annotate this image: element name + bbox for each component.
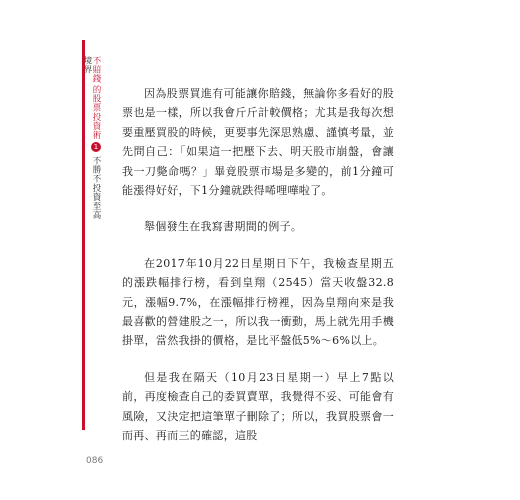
body-text <box>122 84 394 462</box>
chapter-sidebar <box>83 56 101 226</box>
page-number: 086 <box>86 456 104 466</box>
paragraph-3: 在2017年10月22日星期日下午，我檢查星期五的漲跌幅排行榜，看到皇翔（2545）當天收盤32.8元，漲幅9.7%，在漲幅排行榜裡，因為皇翔向來是我最喜歡的營建股之一，所以我一衝動，馬上就先用手機掛單，當然我掛的價格，是比平盤低5%～6%以上。 <box>122 256 394 348</box>
paragraph-1: 因為股票買進有可能讓你賠錢，無論你多看好的股票也是一樣，所以我會斤斤計較價格；尤其是我每次想要重壓買股的時候，更要事先深思熟慮、謹慎考量，並先問自己：「如果這一把壓下去、明天股市崩盤，會讓我一刀斃命嗎？」畢竟股票市場是多變的，前1分鐘可能漲得好好，下1分鐘就跌得唏哩嘩啦了。 <box>122 87 394 198</box>
paragraph-2: 舉個發生在我寫書期間的例子。 <box>144 220 303 234</box>
chapter-title: 不勝不投資至高境界 <box>82 56 101 220</box>
chapter-number-badge: 1 <box>92 142 100 152</box>
series-title: 不賠錢 <box>91 56 101 84</box>
series-subtitle: 的股票投資術 <box>91 85 101 140</box>
paragraph-4: 但是我在隔天（10月23日星期一）早上7點以前，再度檢查自己的委買賣單，我覺得不妥、可能會有風險，又決定把這筆單子刪除了；所以，我買股票會一而再、再而三的確認，這股 <box>122 370 394 443</box>
